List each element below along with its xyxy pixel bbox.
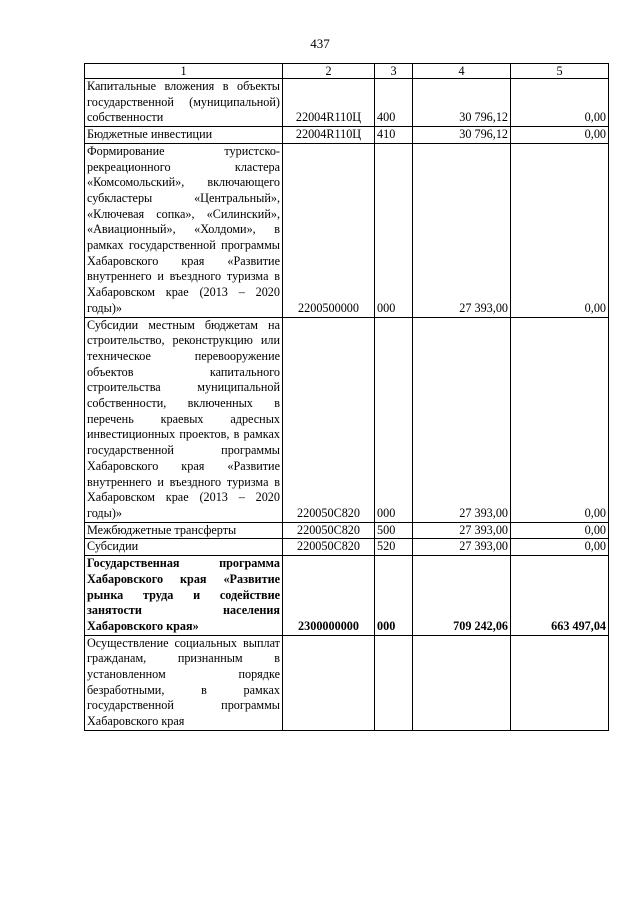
- row-expense-type: 400: [375, 79, 413, 127]
- table-row: [85, 539, 609, 556]
- row-expense-type: 000: [375, 556, 413, 636]
- row-target-code: 220050С820: [283, 522, 375, 539]
- row-target-code: 2200500000: [283, 143, 375, 317]
- row-amount-2: 0,00: [511, 522, 609, 539]
- row-target-code: 22004R110Ц: [283, 79, 375, 127]
- row-expense-type: 500: [375, 522, 413, 539]
- row-amount-1: [413, 635, 511, 730]
- table-row-program: [85, 556, 609, 636]
- row-target-code: 22004R110Ц: [283, 127, 375, 144]
- table-row: [85, 79, 609, 127]
- row-name: Государственная программа Хабаровского края «Развитие рынка труда и содействие занятости населения Хабаровского края»: [85, 556, 283, 636]
- row-expense-type: [375, 635, 413, 730]
- row-name: Бюджетные инвестиции: [85, 127, 283, 144]
- table-row: [85, 143, 609, 317]
- row-expense-type: 000: [375, 143, 413, 317]
- row-amount-2: 0,00: [511, 127, 609, 144]
- row-amount-2: 0,00: [511, 539, 609, 556]
- row-amount-2: 0,00: [511, 317, 609, 522]
- row-amount-2: 663 497,04: [511, 556, 609, 636]
- row-name: Межбюджетные трансферты: [85, 522, 283, 539]
- row-expense-type: 410: [375, 127, 413, 144]
- row-amount-1: 27 393,00: [413, 539, 511, 556]
- table-row: [85, 635, 609, 730]
- budget-table: [84, 63, 609, 731]
- table-body: [85, 79, 609, 731]
- row-amount-1: 709 242,06: [413, 556, 511, 636]
- row-amount-2: 0,00: [511, 79, 609, 127]
- row-amount-1: 30 796,12: [413, 127, 511, 144]
- row-name: Субсидии местным бюджетам на строительство, реконструкцию или техническое перевооружение объектов капитального строительства муниципальной собственности, включенных в перечень краевых адресных инвестиционных проектов, в рамках государственной программы Хабаровского края «Развитие внутреннего и въездного туризма в Хабаровском крае (2013 – 2020 годы)»: [85, 317, 283, 522]
- page-number: 437: [310, 36, 330, 51]
- table-row: [85, 522, 609, 539]
- row-name: Капитальные вложения в объекты государственной (муниципальной) собственности: [85, 79, 283, 127]
- row-amount-1: 27 393,00: [413, 522, 511, 539]
- row-target-code: 220050С820: [283, 317, 375, 522]
- row-target-code: 2300000000: [283, 556, 375, 636]
- row-name: Осуществление социальных выплат гражданам, признанным в установленном порядке безработными, в рамках государственной программы Хабаровского края: [85, 635, 283, 730]
- row-target-code: [283, 635, 375, 730]
- header-col-3: 3: [375, 64, 413, 79]
- row-amount-2: 0,00: [511, 143, 609, 317]
- header-col-1: 1: [85, 64, 283, 79]
- table-row: [85, 127, 609, 144]
- table-header: [85, 64, 609, 79]
- table-row: [85, 317, 609, 522]
- row-amount-1: 30 796,12: [413, 79, 511, 127]
- row-expense-type: 520: [375, 539, 413, 556]
- header-col-4: 4: [413, 64, 511, 79]
- row-name: Формирование туристско-рекреационного кластера «Комсомольский», включающего субкластеры «Центральный», «Ключевая сопка», «Силинский», «Авиационный», «Холдоми», в рамках государственной программы Хабаровского края «Развитие внутреннего и въездного туризма в Хабаровском крае (2013 – 2020 годы)»: [85, 143, 283, 317]
- row-amount-1: 27 393,00: [413, 143, 511, 317]
- row-amount-2: [511, 635, 609, 730]
- row-amount-1: 27 393,00: [413, 317, 511, 522]
- row-expense-type: 000: [375, 317, 413, 522]
- header-row: [85, 64, 609, 79]
- row-target-code: 220050С820: [283, 539, 375, 556]
- header-col-2: 2: [283, 64, 375, 79]
- header-col-5: 5: [511, 64, 609, 79]
- row-name: Субсидии: [85, 539, 283, 556]
